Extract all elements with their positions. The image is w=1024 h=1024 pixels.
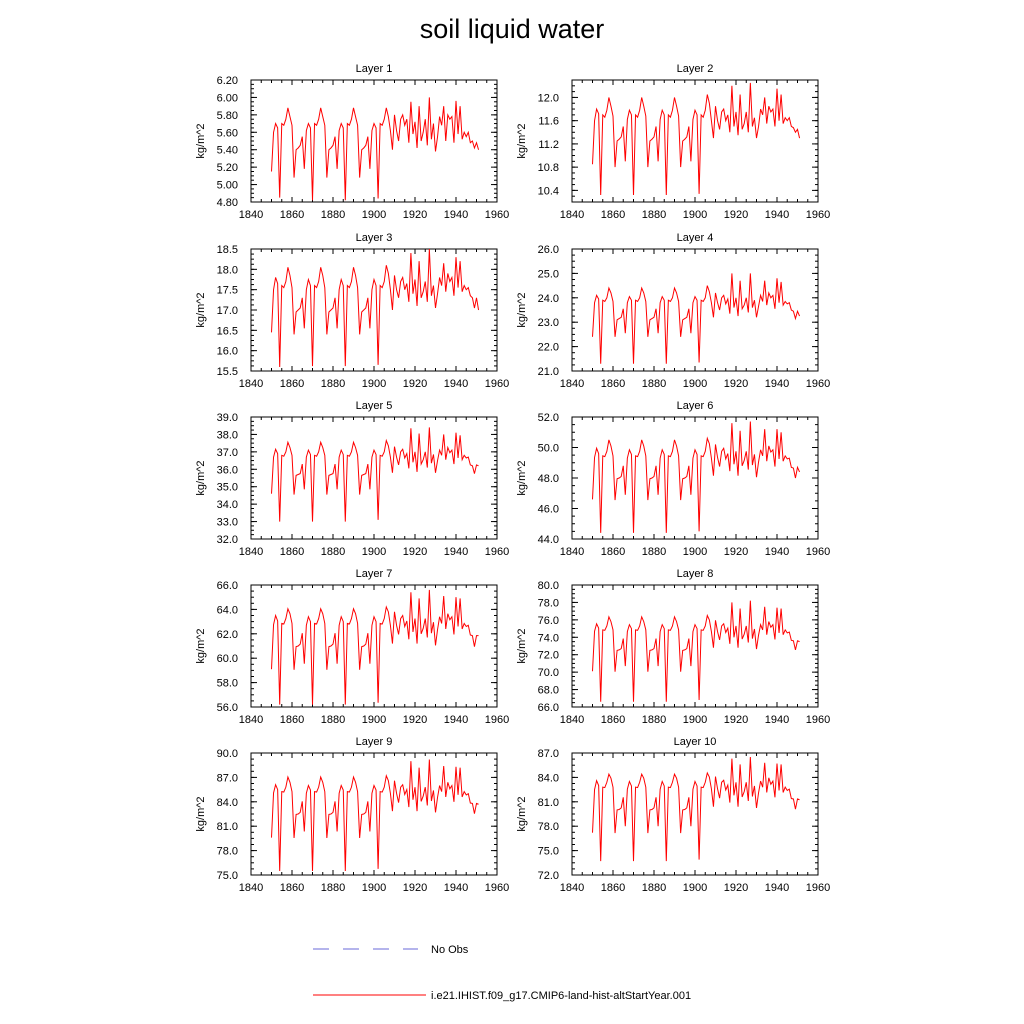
series-line bbox=[593, 757, 800, 861]
x-tick-label: 1940 bbox=[764, 209, 790, 221]
y-tick-label: 5.00 bbox=[216, 179, 238, 192]
y-tick-label: 35.0 bbox=[216, 481, 238, 494]
y-tick-label: 78.0 bbox=[537, 821, 559, 834]
y-tick-label: 62.0 bbox=[216, 628, 238, 641]
x-tick-label: 1920 bbox=[402, 714, 428, 726]
x-tick-label: 1900 bbox=[361, 378, 387, 390]
x-tick-label: 1920 bbox=[723, 882, 749, 894]
panel-title: Layer 4 bbox=[676, 232, 714, 244]
x-tick-label: 1880 bbox=[320, 714, 346, 726]
y-tick-label: 75.0 bbox=[216, 870, 238, 882]
y-tick-label: 50.0 bbox=[537, 442, 559, 455]
chart-title: soil liquid water bbox=[419, 14, 605, 44]
y-tick-label: 25.0 bbox=[537, 268, 559, 281]
y-tick-label: 46.0 bbox=[537, 503, 559, 516]
panel-title: Layer 2 bbox=[676, 63, 714, 75]
y-axis-label: kg/m^2 bbox=[195, 796, 207, 832]
legend-obs-label: No Obs bbox=[431, 944, 469, 956]
x-tick-label: 1960 bbox=[805, 714, 831, 726]
y-tick-label: 60.0 bbox=[216, 653, 238, 666]
y-tick-label: 75.0 bbox=[537, 845, 559, 858]
y-axis-label: kg/m^2 bbox=[516, 796, 528, 832]
panel-title: Layer 5 bbox=[355, 400, 393, 412]
y-tick-label: 52.0 bbox=[537, 412, 559, 424]
y-tick-label: 17.5 bbox=[216, 284, 238, 297]
y-tick-label: 21.0 bbox=[537, 366, 559, 378]
y-tick-label: 72.0 bbox=[537, 649, 559, 662]
series-line bbox=[272, 97, 479, 200]
x-tick-label: 1860 bbox=[279, 882, 305, 894]
y-tick-label: 81.0 bbox=[537, 796, 559, 809]
x-tick-label: 1920 bbox=[723, 378, 749, 390]
x-tick-label: 1900 bbox=[682, 378, 708, 390]
panel-title: Layer 1 bbox=[355, 63, 393, 75]
x-tick-label: 1920 bbox=[723, 209, 749, 221]
x-tick-label: 1940 bbox=[443, 882, 469, 894]
y-axis-label: kg/m^2 bbox=[516, 123, 528, 159]
x-tick-label: 1960 bbox=[805, 378, 831, 390]
y-tick-label: 17.0 bbox=[216, 305, 238, 317]
y-tick-label: 70.0 bbox=[537, 667, 559, 680]
panel-title: Layer 8 bbox=[676, 568, 714, 580]
series-line bbox=[593, 422, 800, 533]
x-tick-label: 1940 bbox=[443, 546, 469, 558]
x-tick-label: 1940 bbox=[764, 882, 790, 894]
x-tick-label: 1920 bbox=[402, 209, 428, 221]
series-line bbox=[272, 590, 479, 705]
y-tick-label: 38.0 bbox=[216, 429, 238, 442]
panel-layer-3 bbox=[195, 232, 509, 390]
y-tick-label: 48.0 bbox=[537, 473, 559, 485]
y-tick-label: 78.0 bbox=[216, 845, 238, 858]
y-axis-label: kg/m^2 bbox=[516, 292, 528, 328]
x-tick-label: 1900 bbox=[361, 882, 387, 894]
plot-frame bbox=[251, 80, 497, 202]
panel-layer-4 bbox=[516, 232, 830, 390]
y-axis-label: kg/m^2 bbox=[195, 460, 207, 496]
x-tick-label: 1860 bbox=[600, 378, 626, 390]
x-tick-label: 1920 bbox=[723, 546, 749, 558]
series-line bbox=[593, 83, 800, 195]
x-tick-label: 1960 bbox=[805, 546, 831, 558]
x-tick-label: 1860 bbox=[279, 546, 305, 558]
panel-title: Layer 6 bbox=[676, 400, 714, 412]
series-line bbox=[272, 249, 479, 367]
panel-layer-7 bbox=[195, 568, 509, 726]
series-line bbox=[272, 427, 479, 521]
panel-layer-9 bbox=[195, 736, 509, 894]
x-tick-label: 1840 bbox=[238, 209, 264, 221]
x-tick-label: 1860 bbox=[600, 209, 626, 221]
legend bbox=[313, 944, 691, 1002]
x-tick-label: 1860 bbox=[600, 546, 626, 558]
x-tick-label: 1940 bbox=[443, 209, 469, 221]
x-tick-label: 1880 bbox=[641, 714, 667, 726]
x-tick-label: 1860 bbox=[279, 714, 305, 726]
panel-layer-1 bbox=[195, 63, 509, 221]
x-tick-label: 1840 bbox=[238, 882, 264, 894]
x-tick-label: 1840 bbox=[238, 378, 264, 390]
y-tick-label: 80.0 bbox=[537, 580, 559, 592]
x-tick-label: 1840 bbox=[238, 546, 264, 558]
y-tick-label: 5.40 bbox=[216, 144, 238, 157]
y-tick-label: 10.8 bbox=[537, 162, 559, 175]
y-tick-label: 24.0 bbox=[537, 292, 559, 305]
y-tick-label: 26.0 bbox=[537, 244, 559, 256]
y-axis-label: kg/m^2 bbox=[195, 628, 207, 664]
y-tick-label: 18.0 bbox=[216, 264, 238, 277]
panel-title: Layer 10 bbox=[673, 736, 717, 748]
y-tick-label: 34.0 bbox=[216, 499, 238, 512]
x-tick-label: 1960 bbox=[805, 209, 831, 221]
y-tick-label: 18.5 bbox=[216, 244, 238, 256]
x-tick-label: 1880 bbox=[320, 546, 346, 558]
y-tick-label: 11.2 bbox=[538, 138, 559, 151]
y-tick-label: 87.0 bbox=[537, 748, 559, 760]
x-tick-label: 1960 bbox=[484, 882, 510, 894]
y-tick-label: 74.0 bbox=[537, 632, 559, 645]
y-axis-label: kg/m^2 bbox=[195, 292, 207, 328]
y-axis-label: kg/m^2 bbox=[516, 628, 528, 664]
panel-layer-6 bbox=[516, 400, 830, 558]
x-tick-label: 1940 bbox=[443, 378, 469, 390]
y-tick-label: 36.0 bbox=[216, 464, 238, 477]
x-tick-label: 1960 bbox=[484, 714, 510, 726]
y-tick-label: 72.0 bbox=[537, 870, 559, 882]
y-tick-label: 5.20 bbox=[216, 162, 238, 175]
x-tick-label: 1880 bbox=[641, 882, 667, 894]
y-tick-label: 37.0 bbox=[216, 446, 238, 459]
y-tick-label: 6.20 bbox=[216, 75, 238, 87]
y-axis-label: kg/m^2 bbox=[516, 460, 528, 496]
x-tick-label: 1900 bbox=[682, 714, 708, 726]
x-tick-label: 1880 bbox=[320, 882, 346, 894]
x-tick-label: 1900 bbox=[682, 546, 708, 558]
x-tick-label: 1920 bbox=[402, 546, 428, 558]
x-tick-label: 1840 bbox=[559, 546, 585, 558]
series-line bbox=[593, 273, 800, 363]
y-tick-label: 78.0 bbox=[537, 597, 559, 610]
panel-layer-8 bbox=[516, 568, 830, 726]
x-tick-label: 1960 bbox=[805, 882, 831, 894]
y-tick-label: 5.80 bbox=[216, 109, 238, 122]
panel-layer-2 bbox=[516, 63, 830, 221]
series-line bbox=[272, 760, 479, 871]
y-tick-label: 4.80 bbox=[216, 197, 238, 209]
x-tick-label: 1960 bbox=[484, 209, 510, 221]
x-tick-label: 1920 bbox=[723, 714, 749, 726]
x-tick-label: 1840 bbox=[559, 378, 585, 390]
x-tick-label: 1880 bbox=[641, 378, 667, 390]
x-tick-label: 1900 bbox=[361, 714, 387, 726]
y-tick-label: 68.0 bbox=[537, 684, 559, 697]
x-tick-label: 1860 bbox=[600, 882, 626, 894]
x-tick-label: 1840 bbox=[559, 209, 585, 221]
panel-title: Layer 9 bbox=[355, 736, 393, 748]
y-tick-label: 15.5 bbox=[216, 366, 238, 378]
legend-model-label: i.e21.IHIST.f09_g17.CMIP6-land-hist-altStartYear.001 bbox=[431, 990, 692, 1002]
x-tick-label: 1900 bbox=[361, 209, 387, 221]
x-tick-label: 1920 bbox=[402, 378, 428, 390]
panel-title: Layer 7 bbox=[355, 568, 393, 580]
y-tick-label: 33.0 bbox=[216, 516, 238, 529]
x-tick-label: 1880 bbox=[641, 209, 667, 221]
x-tick-label: 1860 bbox=[279, 209, 305, 221]
x-tick-label: 1940 bbox=[764, 546, 790, 558]
x-tick-label: 1880 bbox=[641, 546, 667, 558]
x-tick-label: 1960 bbox=[484, 378, 510, 390]
y-tick-label: 11.6 bbox=[538, 115, 559, 128]
x-tick-label: 1900 bbox=[682, 882, 708, 894]
x-tick-label: 1860 bbox=[279, 378, 305, 390]
y-tick-label: 10.4 bbox=[537, 185, 559, 198]
y-axis-label: kg/m^2 bbox=[195, 123, 207, 159]
series-line bbox=[593, 601, 800, 702]
y-tick-label: 84.0 bbox=[216, 796, 238, 809]
y-tick-label: 16.0 bbox=[216, 345, 238, 358]
x-tick-label: 1860 bbox=[600, 714, 626, 726]
x-tick-label: 1940 bbox=[764, 714, 790, 726]
x-tick-label: 1840 bbox=[559, 714, 585, 726]
y-tick-label: 58.0 bbox=[216, 677, 238, 690]
y-tick-label: 66.0 bbox=[537, 702, 559, 714]
y-tick-label: 44.0 bbox=[537, 534, 559, 546]
y-tick-label: 6.00 bbox=[216, 92, 238, 105]
x-tick-label: 1920 bbox=[402, 882, 428, 894]
y-tick-label: 32.0 bbox=[216, 534, 238, 546]
panel-layer-5 bbox=[195, 400, 509, 558]
x-tick-label: 1880 bbox=[320, 378, 346, 390]
y-tick-label: 56.0 bbox=[216, 702, 238, 714]
y-tick-label: 76.0 bbox=[537, 614, 559, 627]
y-tick-label: 5.60 bbox=[216, 127, 238, 140]
panel-title: Layer 3 bbox=[355, 232, 393, 244]
y-tick-label: 66.0 bbox=[216, 580, 238, 592]
plot-frame bbox=[572, 753, 818, 875]
x-tick-label: 1900 bbox=[361, 546, 387, 558]
x-tick-label: 1900 bbox=[682, 209, 708, 221]
y-tick-label: 81.0 bbox=[216, 821, 238, 834]
x-tick-label: 1960 bbox=[484, 546, 510, 558]
panels bbox=[195, 63, 830, 894]
y-tick-label: 16.5 bbox=[216, 325, 238, 338]
panel-layer-10 bbox=[516, 736, 830, 894]
y-tick-label: 23.0 bbox=[537, 317, 559, 330]
plot-frame bbox=[572, 585, 818, 707]
y-tick-label: 12.0 bbox=[537, 92, 559, 105]
x-tick-label: 1840 bbox=[238, 714, 264, 726]
x-tick-label: 1880 bbox=[320, 209, 346, 221]
y-tick-label: 90.0 bbox=[216, 748, 238, 760]
x-tick-label: 1840 bbox=[559, 882, 585, 894]
y-tick-label: 84.0 bbox=[537, 772, 559, 785]
y-tick-label: 87.0 bbox=[216, 772, 238, 785]
y-tick-label: 22.0 bbox=[537, 341, 559, 354]
y-tick-label: 64.0 bbox=[216, 604, 238, 617]
y-tick-label: 39.0 bbox=[216, 412, 238, 424]
x-tick-label: 1940 bbox=[443, 714, 469, 726]
x-tick-label: 1940 bbox=[764, 378, 790, 390]
plot-frame bbox=[572, 249, 818, 371]
